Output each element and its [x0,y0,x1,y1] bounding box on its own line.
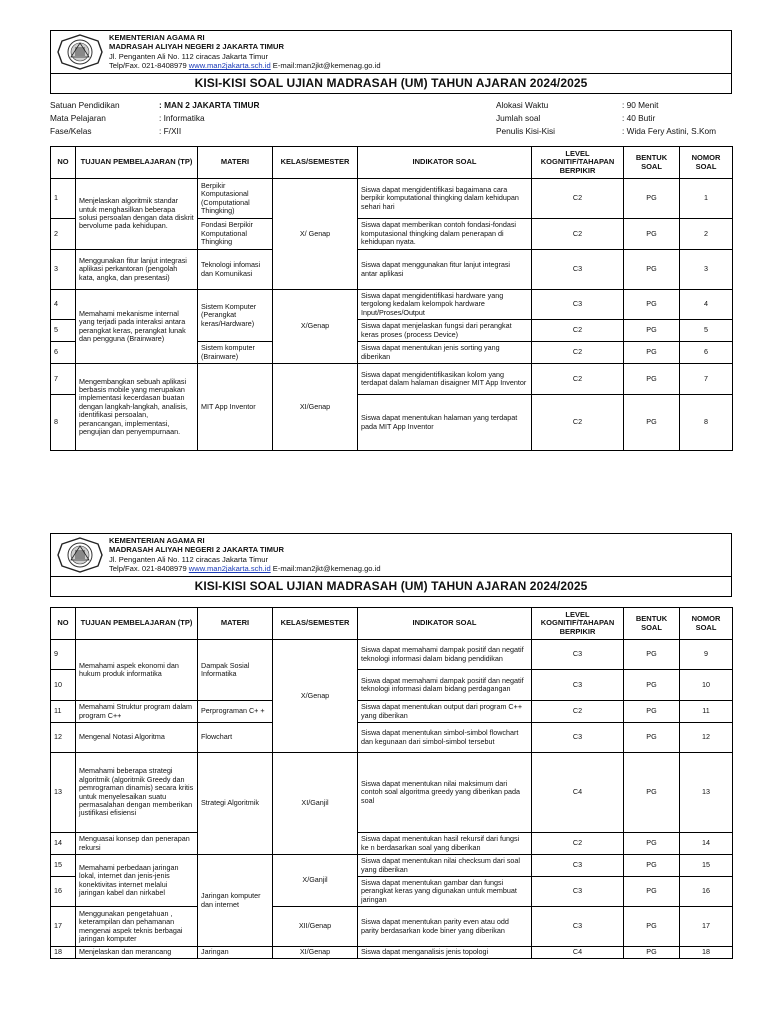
table-header-row [51,147,733,179]
table-row [51,833,733,855]
row-tp: Memahami perbedaan jaringan lokal, internet dan jenis-jenis konektivitas internet melalui jaringan kabel dan nirkabel [76,855,198,907]
row-bentuk: PG [624,907,680,947]
row-bentuk: PG [624,320,680,342]
col-no: NO [51,608,76,640]
row-bentuk: PG [624,833,680,855]
penulis-label: Penulis Kisi-Kisi [496,126,556,136]
row-indikator: Siswa dapat menentukan halaman yang terdapat pada MIT App Inventor [358,395,532,451]
row-nomor: 1 [680,179,733,219]
email-text: E-mail:man2jkt@kemenag.go.id [270,564,381,574]
mapel-value: : Informatika [159,113,205,123]
row-kelas: XII/Genap [273,907,358,947]
row-indikator: Siswa dapat menentukan gambar dan fungsi perangkat keras yang digunakan untuk membuat jaringan [358,877,532,907]
row-no: 2 [51,219,76,250]
document-page-1 [50,30,732,451]
row-bentuk: PG [624,250,680,290]
row-level: C2 [532,833,624,855]
row-no: 9 [51,640,76,670]
row-nomor: 11 [680,701,733,723]
row-materi: Jaringan komputer dan internet [198,855,273,947]
col-materi: MATERI [198,608,273,640]
document-title: KISI-KISI SOAL UJIAN MADRASAH (UM) TAHUN AJARAN 2024/2025 [50,74,732,94]
row-indikator: Siswa dapat memahami dampak positif dan negatif teknologi informasi dalam bidang pendidikan [358,640,532,670]
document-title: KISI-KISI SOAL UJIAN MADRASAH (UM) TAHUN AJARAN 2024/2025 [50,577,732,597]
row-tp: Menjelaskan algoritmik standar untuk menghasilkan beberapa solusi persoalan dengan data diskrit bervolume pada kehidupan. [76,179,198,250]
school-address: Jl. Penganten Ali No. 112 ciracas Jakarta Timur [109,51,268,61]
row-bentuk: PG [624,670,680,701]
row-nomor: 18 [680,947,733,959]
row-no: 13 [51,753,76,833]
col-indikator: INDIKATOR SOAL [358,147,532,179]
ministry-name: KEMENTERIAN AGAMA RI [109,536,205,545]
school-name: MADRASAH ALIYAH NEGERI 2 JAKARTA TIMUR [109,545,284,555]
row-materi: Berpikir Komputasional (Computational Thingking) [198,179,273,219]
col-nomor: NOMOR SOAL [680,608,733,640]
row-kelas: X/Ganjil [273,855,358,907]
row-tp: Menggunakan pengetahuan , keterampilan dan pehamanan mengenai aspek teknis berbagai jaringan komputer [76,907,198,947]
row-indikator: Siswa dapat mengidentifikasi bagaimana cara berpikir komputational thingking dalam kehidupan sehari hari [358,179,532,219]
table-row [51,947,733,959]
school-address: Jl. Penganten Ali No. 112 ciracas Jakarta Timur [109,554,268,564]
row-no: 3 [51,250,76,290]
row-tp: Memahami aspek ekonomi dan hukum produk informatika [76,640,198,701]
row-bentuk: PG [624,877,680,907]
row-no: 8 [51,395,76,451]
col-bentuk: BENTUK SOAL [624,147,680,179]
row-nomor: 3 [680,250,733,290]
table-row [51,364,733,395]
row-nomor: 6 [680,342,733,364]
row-level: C3 [532,907,624,947]
row-nomor: 4 [680,290,733,320]
row-level: C3 [532,877,624,907]
row-materi: Sistem Komputer (Perangkat keras/Hardware) [198,290,273,342]
row-indikator: Siswa dapat memberikan contoh fondasi-fondasi komputasional thingking dalam penerapan di kehidupan nyata. [358,219,532,250]
col-kelas: KELAS/SEMESTER [273,147,358,179]
ministry-name: KEMENTERIAN AGAMA RI [109,33,205,42]
row-no: 4 [51,290,76,320]
row-kelas: X/Genap [273,290,358,364]
col-materi: MATERI [198,147,273,179]
row-nomor: 9 [680,640,733,670]
col-kelas: KELAS/SEMESTER [273,608,358,640]
row-kelas: XI/Genap [273,364,358,451]
jumlah-label: Jumlah soal [496,113,541,123]
row-nomor: 8 [680,395,733,451]
fase-label: Fase/Kelas [50,126,92,136]
website-link[interactable]: www.man2jakarta.sch.id [188,61,271,71]
row-kelas: XI/Ganjil [273,753,358,855]
row-nomor: 16 [680,877,733,907]
row-materi: Perprograman C+ + [198,701,273,723]
row-indikator: Siswa dapat menentukan simbol-simbol flowchart dan kegunaan dari simbol-simbol tersebut [358,723,532,753]
row-indikator: Siswa dapat menentukan output dari program C++ yang diberikan [358,701,532,723]
col-indikator: INDIKATOR SOAL [358,608,532,640]
row-level: C2 [532,701,624,723]
fase-value: : F/XII [159,126,182,136]
jumlah-value: : 40 Butir [622,113,656,123]
row-bentuk: PG [624,179,680,219]
row-nomor: 15 [680,855,733,877]
row-nomor: 13 [680,753,733,833]
website-link[interactable]: www.man2jakarta.sch.id [188,564,271,574]
alokasi-label: Alokasi Waktu [496,100,549,110]
row-tp: Menguasai konsep dan penerapan rekursi [76,833,198,855]
row-kelas: X/ Genap [273,179,358,290]
row-indikator: Siswa dapat menentukan parity even atau odd parity berdasarkan kode biner yang diberikan [358,907,532,947]
row-kelas: XI/Genap [273,947,358,959]
row-bentuk: PG [624,219,680,250]
row-indikator: Siswa dapat memahami dampak positif dan negatif teknologi informasi dalam bidang perdagangan [358,670,532,701]
row-level: C3 [532,290,624,320]
row-tp: Memahami Struktur program dalam program C++ [76,701,198,723]
col-tp: TUJUAN PEMBELAJARAN (TP) [76,147,198,179]
row-no: 7 [51,364,76,395]
row-level: C2 [532,219,624,250]
row-level: C2 [532,342,624,364]
row-level: C2 [532,179,624,219]
row-bentuk: PG [624,342,680,364]
table-row [51,179,733,219]
row-indikator: Siswa dapat menjelaskan fungsi dari perangkat keras proses (process Device) [358,320,532,342]
row-indikator: Siswa dapat menentukan jenis sorting yang diberikan [358,342,532,364]
row-bentuk: PG [624,947,680,959]
phone-text: Telp/Fax. 021-8408979 [109,61,189,71]
row-materi: Strategi Algoritmik [198,753,273,855]
row-no: 10 [51,670,76,701]
row-nomor: 2 [680,219,733,250]
row-bentuk: PG [624,640,680,670]
row-no: 18 [51,947,76,959]
row-nomor: 10 [680,670,733,701]
row-materi: Teknologi infomasi dan Komunikasi [198,250,273,290]
row-indikator: Siswa dapat menentukan hasil rekursif dari fungsi ke n berdasarkan soal yang diberikan [358,833,532,855]
satuan-label: Satuan Pendidikan [50,100,120,110]
alokasi-value: : 90 Menit [622,100,659,110]
row-level: C2 [532,395,624,451]
row-level: C3 [532,670,624,701]
row-no: 15 [51,855,76,877]
row-level: C4 [532,753,624,833]
row-nomor: 5 [680,320,733,342]
row-level: C2 [532,320,624,342]
row-no: 17 [51,907,76,947]
row-bentuk: PG [624,364,680,395]
school-name: MADRASAH ALIYAH NEGERI 2 JAKARTA TIMUR [109,42,284,52]
kemenag-logo [55,33,105,71]
row-materi: Sistem komputer (Brainware) [198,342,273,364]
row-bentuk: PG [624,753,680,833]
phone-text: Telp/Fax. 021-8408979 [109,564,189,574]
row-bentuk: PG [624,723,680,753]
row-indikator: Siswa dapat menggunakan fitur lanjut integrasi antar aplikasi [358,250,532,290]
email-text: E-mail:man2jkt@kemenag.go.id [270,61,381,71]
row-tp: Menggunakan fitur lanjut integrasi aplikasi perkantoran (pengolah kata, angka, dan presentasi) [76,250,198,290]
row-materi: Flowchart [198,723,273,753]
row-level: C3 [532,250,624,290]
row-materi: MIT App Inventor [198,364,273,451]
row-indikator: Siswa dapat mengidentifikasikan kolom yang terdapat dalam halaman disaigner MIT App Inventor [358,364,532,395]
row-nomor: 12 [680,723,733,753]
school-contact [109,564,381,573]
row-bentuk: PG [624,290,680,320]
row-tp: Memahami beberapa strategi algoritmik (algoritmik Greedy dan pemrograman dinamis) secara kritis untuk menyelesaikan suatu permasalahan dengan memberikan justifikasi efisiensi [76,753,198,833]
row-no: 6 [51,342,76,364]
row-bentuk: PG [624,701,680,723]
col-nomor: NOMOR SOAL [680,147,733,179]
document-page-2 [50,533,732,959]
meta-info [50,98,732,146]
row-level: C3 [532,723,624,753]
row-no: 11 [51,701,76,723]
table-row [51,701,733,723]
table-row [51,723,733,753]
row-indikator: Siswa dapat menentukan nilai maksimum dari contoh soal algoritma greedy yang diberikan pada soal [358,753,532,833]
row-bentuk: PG [624,855,680,877]
table-row [51,907,733,947]
row-kelas: X/Genap [273,640,358,753]
school-contact [109,61,381,70]
row-tp: Mengembangkan sebuah aplikasi berbasis mobile yang merupakan implementasi kecerdasan buatan dengan langkah-langkah, analisis, identifikasi persoalan, perancangan, implementasi, pengujian dan penyempurnaan. [76,364,198,451]
row-nomor: 17 [680,907,733,947]
col-level: LEVEL KOGNITIF/TAHAPAN BERPIKIR [532,147,624,179]
penulis-value: : Wida Fery Astini, S.Kom [622,126,717,136]
row-nomor: 7 [680,364,733,395]
mapel-label: Mata Pelajaran [50,113,106,123]
row-no: 14 [51,833,76,855]
row-indikator: Siswa dapat menganalisis jenis topologi [358,947,532,959]
row-tp: Menjelaskan dan merancang [76,947,198,959]
col-level: LEVEL KOGNITIF/TAHAPAN BERPIKIR [532,608,624,640]
row-level: C2 [532,364,624,395]
satuan-value: : MAN 2 JAKARTA TIMUR [159,100,260,110]
row-indikator: Siswa dapat menentukan nilai checksum dari soal yang diberikan [358,855,532,877]
row-no: 12 [51,723,76,753]
table-header-row [51,608,733,640]
table-row [51,290,733,320]
row-tp: Mengenal Notasi Algoritma [76,723,198,753]
table-row [51,855,733,877]
col-tp: TUJUAN PEMBELAJARAN (TP) [76,608,198,640]
table-row [51,250,733,290]
row-bentuk: PG [624,395,680,451]
letterhead [50,533,732,577]
row-nomor: 14 [680,833,733,855]
row-level: C3 [532,855,624,877]
kisi-table-1 [50,146,733,451]
table-row [51,753,733,833]
col-bentuk: BENTUK SOAL [624,608,680,640]
table-row [51,640,733,670]
row-materi: Jaringan [198,947,273,959]
row-level: C4 [532,947,624,959]
kisi-table-2 [50,607,733,959]
row-materi: Fondasi Berpikir Komputational Thingking [198,219,273,250]
row-indikator: Siswa dapat mengidentifikasi hardware yang tergolong kedalam kelompok hardware Input/Proses/Output [358,290,532,320]
row-level: C3 [532,640,624,670]
row-tp: Memahami mekanisme internal yang terjadi pada interaksi antara perangkat keras, perangkat lunak dan pengguna (Brainware) [76,290,198,364]
row-no: 1 [51,179,76,219]
kemenag-logo [55,536,105,574]
col-no: NO [51,147,76,179]
row-no: 5 [51,320,76,342]
row-materi: Dampak Sosial Informatika [198,640,273,701]
letterhead [50,30,732,74]
row-no: 16 [51,877,76,907]
